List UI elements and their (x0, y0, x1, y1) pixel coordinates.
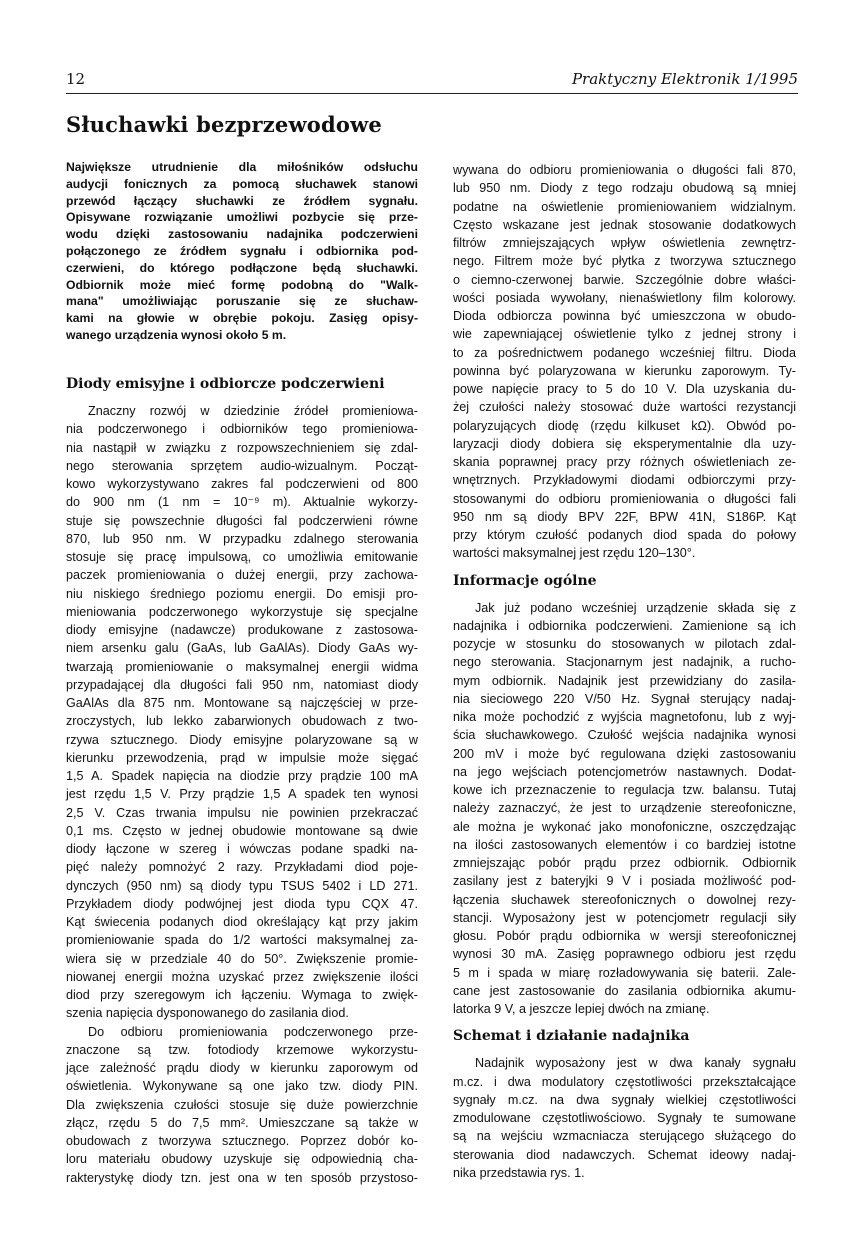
text-line: przypadającej dla długości fali 950 nm, natomiast diody (66, 677, 418, 692)
text-line: sterowania diod nadawczych. Schemat ideowy nadaj- (453, 1147, 796, 1162)
text-line: wie zapewniającej oświetlenie tylko z jednej strony i (453, 327, 796, 342)
paragraph (453, 599, 796, 1019)
text-line: mym odbiornik. Nadajnik jest przewidziany do zasila- (453, 673, 796, 688)
text-line: kowe ich przeznaczenie to regulacja tzw. balansu. Tutaj (453, 783, 796, 797)
text-line: pięć należy pomnożyć 2 razy. Przykładami diod poje- (66, 860, 418, 875)
text-line: promieniowanie spada do 1/2 wartości maksymalnej za- (66, 933, 418, 948)
text-line: kowo wykorzystywano zakres fal podczerwieni od 800 (66, 477, 418, 491)
text-line: niu niskiego średniego poziomu energii. Do emisji pro- (66, 586, 418, 601)
text-line: żej czułości należy stosować duże wartości rezystancji (453, 400, 796, 415)
text-line: nego. Filtrem może być płytka z tworzywa sztucznego (453, 254, 796, 269)
text-line: szenia napięcia dysponowanego do zasilania diod. (66, 1006, 349, 1021)
paragraph (453, 161, 796, 563)
text-line: są na wejściu wzmacniacza sterującego służącego do (453, 1129, 796, 1144)
text-line: diody łączone w szereg i wówczas podane spadki na- (66, 842, 418, 856)
text-line: na ilości zastosowanych elementów i co bardziej istotne (453, 837, 796, 852)
left-column (66, 375, 418, 1187)
text-line: należy zaznaczyć, że jest to urządzenie stereofoniczne, (453, 801, 796, 816)
text-line: wywana do odbioru promieniowania o długości fali 870, (453, 163, 796, 177)
text-line: loru materiału obudowy uzyskuje się odpowiednią cha- (66, 1152, 418, 1167)
section-heading: Schemat i działanie nadajnika (453, 1028, 690, 1045)
text-line: m.cz. i dwa modulatory częstotliwości przekształcające (453, 1074, 796, 1089)
text-line: jest rzędu 1,5 V. Przy prądzie 1,5 A spadek ten wynosi (66, 787, 418, 802)
lead-line: połączonego ze źródłem sygnału i odbiornika pod- (66, 243, 418, 258)
section-heading: Informacje ogólne (453, 572, 597, 589)
lead-line: Największe utrudnienie dla miłośników odsłuchu (66, 160, 418, 174)
text-line: 870, lub 950 nm. W przypadku zdalnego sterowania (66, 531, 418, 546)
page-number: 12 (66, 70, 86, 88)
text-line: niem arsenku galu (GaAs, lub GaAlAs). Diody GaAs wy- (66, 641, 418, 656)
text-line: paczek promieniowania o dużej energii, przy zachowa- (66, 568, 418, 583)
text-line: głosu. Pobór prądu odbiornika w wersji stereofonicznej (453, 929, 796, 943)
text-line: ścia słuchawkowego. Czułość wejścia nadajnika wynosi (453, 728, 796, 743)
text-line: lub 950 nm. Diody z tego rodzaju obudową są mniej (453, 181, 796, 196)
lead-line: przewód łączący słuchawki ze źródłem sygnału. (66, 193, 418, 208)
text-line: Kąt świecenia podanych diod określający kąt przy jakim (66, 915, 418, 929)
text-line: stancji. Wyposażony jest w potencjometr regulacji siły (453, 910, 796, 925)
text-line: zasilany jest z bateryjki 9 V i posiada możliwość pod- (453, 874, 796, 889)
text-line: 2,5 V. Czas trwania impulsu nie powinien przekraczać (66, 805, 418, 820)
text-line: skania poprawnej pracy przy różnych oświetleniach ze- (453, 455, 796, 469)
right-column (453, 161, 796, 1182)
lead-line: wanego urządzenia wynosi około 5 m. (66, 327, 287, 342)
lead-line: kami na głowie w obrębie pokoju. Zasięg opisy- (66, 311, 418, 326)
text-line: sygnały m.cz. na dwa sygnały wielkiej częstotliwości (453, 1092, 796, 1107)
text-line: Dla zwiększenia czułości stosuje się duże powierzchnie (66, 1097, 418, 1112)
text-line: GaAlAs dla 875 nm. Montowane są najczęściej w prze- (66, 696, 418, 710)
text-line: przy którym czułość podanych diod spada do połowy (453, 528, 796, 542)
text-line: wiera się w przedziale 40 do 50°. Zwiększenie promie- (66, 951, 418, 966)
text-line: nego sterowania sprzętem audio-wizualnym. Począt- (66, 458, 418, 473)
text-line: zroczystych, lub lekko zabarwionych obudowach z two- (66, 714, 418, 729)
paragraph (453, 1054, 796, 1182)
text-line: powinna być polaryzowana w kierunku zaporowym. Ty- (453, 363, 796, 378)
text-line: nia podczerwonego i odbiorników tego promieniowa- (66, 422, 418, 437)
text-line: kierunku przewodzenia, prąd w impulsie może sięgać (66, 750, 418, 765)
text-line: rakterystykę diody tzn. jest ona w ten sposób przystoso- (66, 1170, 418, 1185)
lead-line: audycji fonicznych za pomocą słuchawek stanowi (66, 176, 418, 191)
text-line: 5 m i spada w miarę rozładowywania się baterii. Zale- (453, 965, 796, 980)
text-line: nia sieciowego 220 V/50 Hz. Sygnał sterujący nadaj- (453, 691, 796, 706)
text-line: nika może pochodzić z wyjścia magnetofonu, lub z wyj- (453, 710, 796, 724)
text-line: nika przedstawia rys. 1. (453, 1165, 585, 1180)
text-line: Dioda odbiorcza powinna być umieszczona w obudo- (453, 309, 796, 323)
text-line: cane jest zastosowanie do zasilania odbiornika akumu- (453, 983, 796, 998)
text-line: stosowanymi do odbioru promieniowania o długości fali (453, 491, 796, 506)
text-line: Jak już podano wcześniej urządzenie składa się z (475, 600, 796, 615)
lead-line: czerwieni, do którego podłączone będą słuchawki. (66, 260, 418, 275)
text-line: wości posiada wywołany, nienaświetlony film kolorowy. (453, 290, 796, 305)
paragraph (66, 1023, 418, 1187)
text-line: pozycje w stosunku do stosowanych w pilotach zdal- (453, 637, 796, 651)
text-line: niowanej energii można uzyskać przez zwiększenie ilości (66, 969, 418, 984)
header-rule (66, 93, 798, 94)
text-line: nia nastąpił w związku z rozpowszechnieniem się zdal- (66, 440, 418, 455)
text-line: 950 nm są diody BPV 22F, BPW 41N, S186P. Kąt (453, 509, 796, 524)
text-line: oświetlenia. Wykonywane są one jako tzw. diody PIN. (66, 1079, 418, 1094)
article-title: Słuchawki bezprzewodowe (66, 112, 382, 137)
text-line: diod przy szeregowym ich łączeniu. Wymaga to zwięk- (66, 988, 418, 1002)
text-line: stosuje się pracę impulsową, co umożliwia emitowanie (66, 550, 418, 564)
text-line: 0,1 ms. Często w jednej obudowie montowane są dwie (66, 823, 418, 838)
text-line: powe napięcie pracy to 5 do 10 V. Dla uzyskania du- (453, 382, 796, 396)
text-line: rzywa sztucznego. Diody emisyjne polaryzowane są w (66, 732, 418, 747)
text-line: wynosi 30 mA. Zasięg poprawnego odbioru jest rzędu (453, 947, 796, 962)
text-line: dynczych (950 nm) są diody typu TSUS 5402 i LD 271. (66, 878, 418, 893)
text-line: jące zależność prądu diody w kierunku zaporowym od (66, 1061, 418, 1075)
text-line: latorka 9 V, a jeszcze lepiej dwóch na zmianę. (453, 1002, 710, 1016)
section-heading: Diody emisyjne i odbiorcze podczerwieni (66, 376, 385, 392)
text-line: podatne na oświetlenie promieniowaniem widzialnym. (453, 199, 796, 214)
article-lead (66, 159, 418, 344)
text-line: 200 mV i może być regulowana dzięki zastosowaniu (453, 746, 796, 761)
text-line: nadajnika i odbiornika podczerwieni. Zamienione są ich (453, 618, 796, 633)
text-line: 1,5 A. Spadek napięcia na diodzie przy prądzie 100 mA (66, 769, 418, 783)
lead-line: mana" umożliwiając poruszanie się ze słuchaw- (66, 294, 418, 309)
lead-line: Odbiornik może mieć formę podobną do "Walk- (66, 277, 418, 292)
text-line: laryzacji diody dobiera się eksperymentalnie dla uzy- (453, 436, 796, 451)
text-line: Do odbioru promieniowania podczerwonego prze- (88, 1024, 418, 1039)
text-line: diody emisyjne (nadawcze) produkowane z zastosowa- (66, 623, 418, 637)
text-line: obudowach z tworzywa sztucznego. Poprzez dobór ko- (66, 1134, 418, 1148)
text-line: Często wskazane jest jednak stosowanie dodatkowych (453, 217, 796, 232)
text-line: zmniejszając pobór prądu przez odbiornik. Odbiornik (453, 856, 796, 870)
text-line: łączenia słuchawek stereofonicznych o dowolnej rezy- (453, 892, 796, 907)
lead-line: Opisywane rozwiązanie umożliwi pozbycie się prze- (66, 210, 418, 225)
text-line: mieniowania podczerwonego wykorzystuje się specjalne (66, 604, 418, 619)
text-line: do 900 nm (1 nm = 10⁻⁹ m). Aktualnie wykorzy- (66, 495, 418, 510)
text-line: stuje się powszechnie długości fal podczerwieni równe (66, 513, 418, 528)
text-line: znaczone są tzw. fotodiody krzemowe wykorzystu- (66, 1042, 418, 1057)
text-line: filtrów zmniejszających wpływ oświetlenia zewnętrz- (453, 236, 796, 250)
text-line: Nadajnik wyposażony jest w dwa kanały sygnału (475, 1056, 796, 1071)
paragraph (66, 402, 418, 1023)
text-line: twarzają promieniowanie o maksymalnej energii widma (66, 659, 418, 674)
text-line: nego sterowania. Stacjonarnym jest nadajnik, a rucho- (453, 655, 796, 670)
text-line: Przykładem diody podwójnej jest dioda typu CQX 47. (66, 896, 418, 911)
lead-line: wodu dzięki zastosowaniu nadajnika podczerwieni (66, 227, 418, 242)
text-line: ale można je wykonać jako monofoniczne, oszczędzając (453, 819, 796, 834)
text-line: polaryzujących diodę (rzędu kilkuset kΩ). Obwód po- (453, 418, 796, 433)
text-line: to za pośrednictwem podanego wcześniej filtru. Dioda (453, 345, 796, 360)
text-line: wnętrznych. Przykładowymi diodami odbiorczymi przy- (453, 473, 796, 488)
text-line: wartości maksymalnej jest rzędu 120–130°. (453, 546, 696, 561)
text-line: na jego wejściach potencjometrów nastawnych. Dodat- (453, 764, 796, 779)
journal-title: Praktyczny Elektronik 1/1995 (571, 70, 798, 88)
text-line: złącz, rzędu 5 do 7,5 mm². Umieszczane są także w (66, 1115, 418, 1130)
text-line: o ciemno-czerwonej barwie. Szczególnie dobre właści- (453, 272, 796, 287)
text-line: zmodulowane częstotliwościowo. Sygnały te sumowane (453, 1111, 796, 1125)
text-line: Znaczny rozwój w dziedzinie źródeł promieniowa- (88, 404, 418, 418)
